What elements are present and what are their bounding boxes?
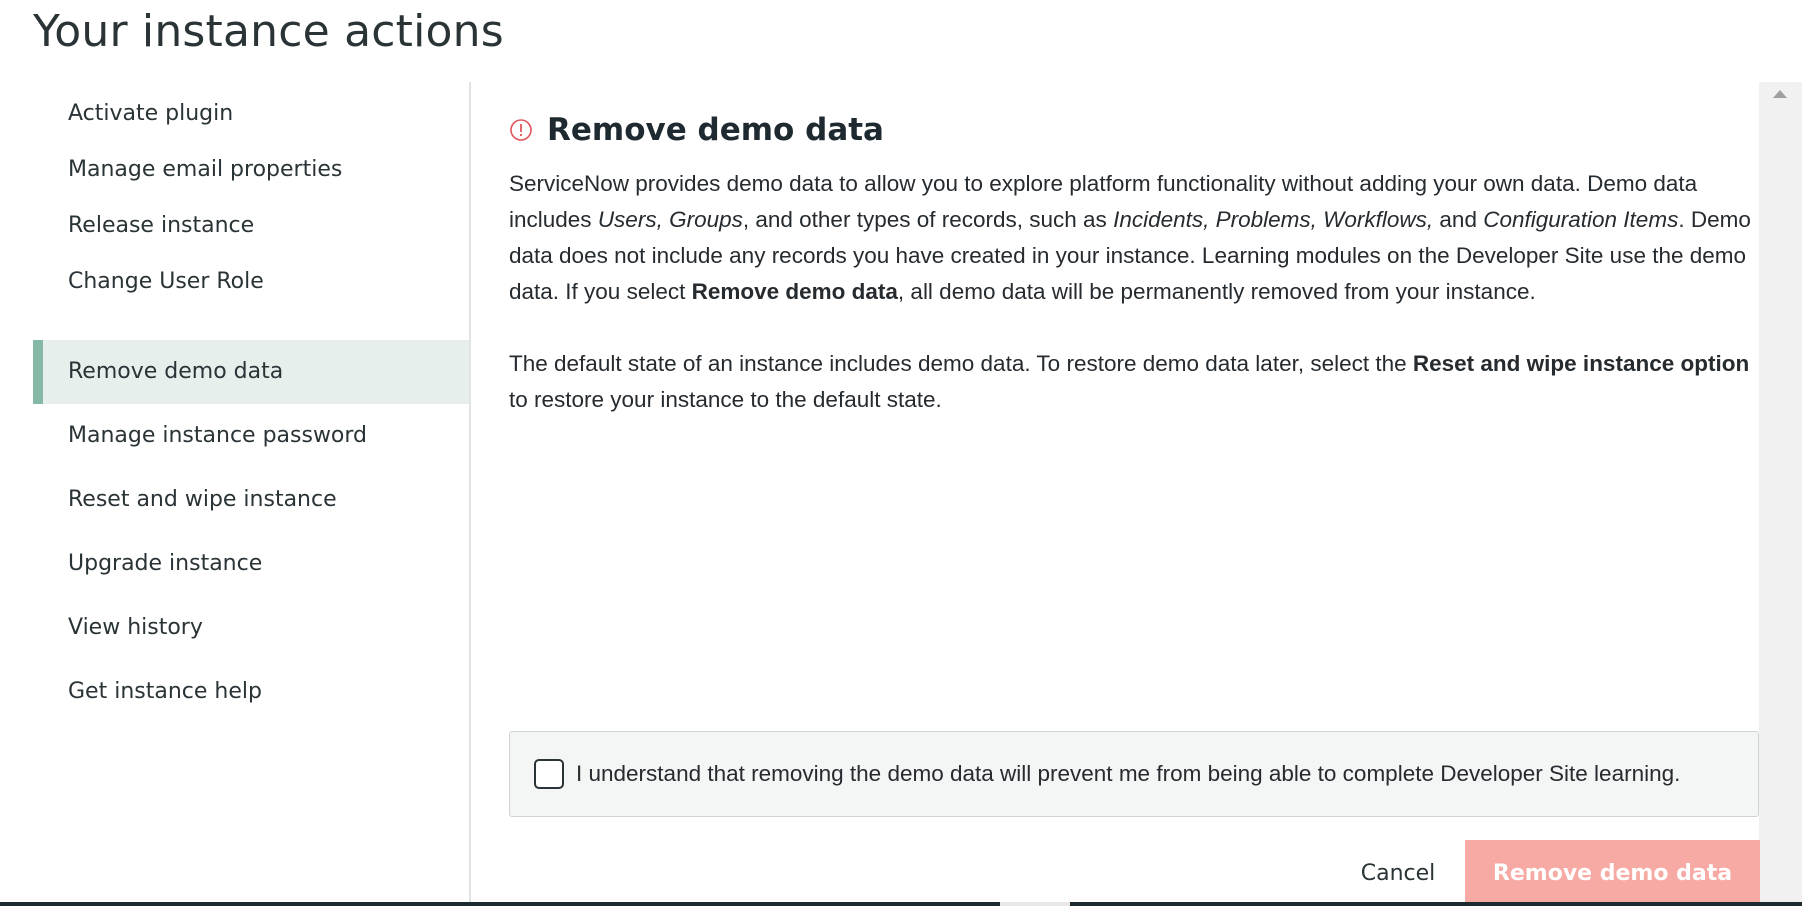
sidebar-item-activate-plugin[interactable] — [33, 82, 469, 146]
sidebar-item-label: View history — [68, 615, 203, 640]
description-paragraph — [509, 346, 1759, 418]
text-run: to restore your instance to the default state. — [509, 387, 942, 412]
text-run: , and other types of records, such as — [742, 207, 1114, 232]
remove-demo-data-button[interactable]: Remove demo data — [1465, 840, 1760, 906]
text-run: , all demo data will be permanently removed from your instance. — [897, 279, 1536, 304]
bottom-divider-gap — [1000, 902, 1070, 906]
acknowledgement-checkbox[interactable] — [534, 759, 564, 789]
text-run: ServiceNow provides demo data to allow you to explore platform functionality without adding your own data. Demo data includes — [509, 171, 1698, 232]
sidebar-item-label: Activate plugin — [68, 101, 234, 126]
bold-run: Reset and wipe instance option — [1412, 351, 1750, 376]
section-header — [509, 112, 884, 148]
sidebar-item-label: Manage email properties — [68, 157, 343, 182]
sidebar-item-label: Release instance — [68, 213, 255, 238]
sidebar-item-change-user-role[interactable] — [33, 250, 469, 314]
sidebar-item-label: Remove demo data — [68, 359, 284, 384]
italic-run: Configuration Items — [1483, 207, 1679, 232]
alert-circle-icon — [509, 118, 533, 142]
italic-run: Users, Groups — [597, 207, 743, 232]
sidebar-item-view-history[interactable] — [33, 596, 469, 660]
acknowledgement-box — [509, 731, 1759, 817]
sidebar-item-release-instance[interactable] — [33, 194, 469, 258]
sidebar-item-manage-email-properties[interactable] — [33, 138, 469, 202]
sidebar-nav — [33, 82, 471, 906]
sidebar-item-remove-demo-data[interactable] — [33, 340, 469, 404]
section-title: Remove demo data — [547, 112, 884, 148]
page-title: Your instance actions — [33, 6, 504, 57]
text-run: . Demo data does not include any records you have created in your instance. Learning modules on the Developer Site use the demo data. If you select — [509, 207, 1751, 304]
scrollbar[interactable] — [1759, 82, 1802, 906]
acknowledgement-label[interactable]: I understand that removing the demo data will prevent me from being able to complete Developer Site learning. — [576, 761, 1681, 786]
cancel-button[interactable]: Cancel — [1340, 840, 1456, 906]
description — [509, 166, 1759, 454]
sidebar-item-reset-and-wipe-instance[interactable] — [33, 468, 469, 532]
text-run: The default state of an instance includes demo data. To restore demo data later, select the — [509, 351, 1413, 376]
sidebar-item-label: Manage instance password — [68, 423, 368, 448]
sidebar-item-label: Reset and wipe instance — [68, 487, 337, 512]
sidebar-item-label: Change User Role — [68, 269, 264, 294]
sidebar-item-get-instance-help[interactable] — [33, 660, 469, 724]
bottom-divider — [0, 902, 1802, 906]
scroll-up-arrow-icon[interactable] — [1773, 90, 1787, 98]
sidebar-item-upgrade-instance[interactable] — [33, 532, 469, 596]
sidebar-item-manage-instance-password[interactable] — [33, 404, 469, 468]
text-run: and — [1433, 207, 1484, 232]
description-paragraph — [509, 166, 1759, 310]
sidebar-item-label: Get instance help — [68, 679, 262, 704]
italic-run: Incidents, Problems, Workflows, — [1113, 207, 1434, 232]
bold-run: Remove demo data — [691, 279, 898, 304]
sidebar-item-label: Upgrade instance — [68, 551, 263, 576]
